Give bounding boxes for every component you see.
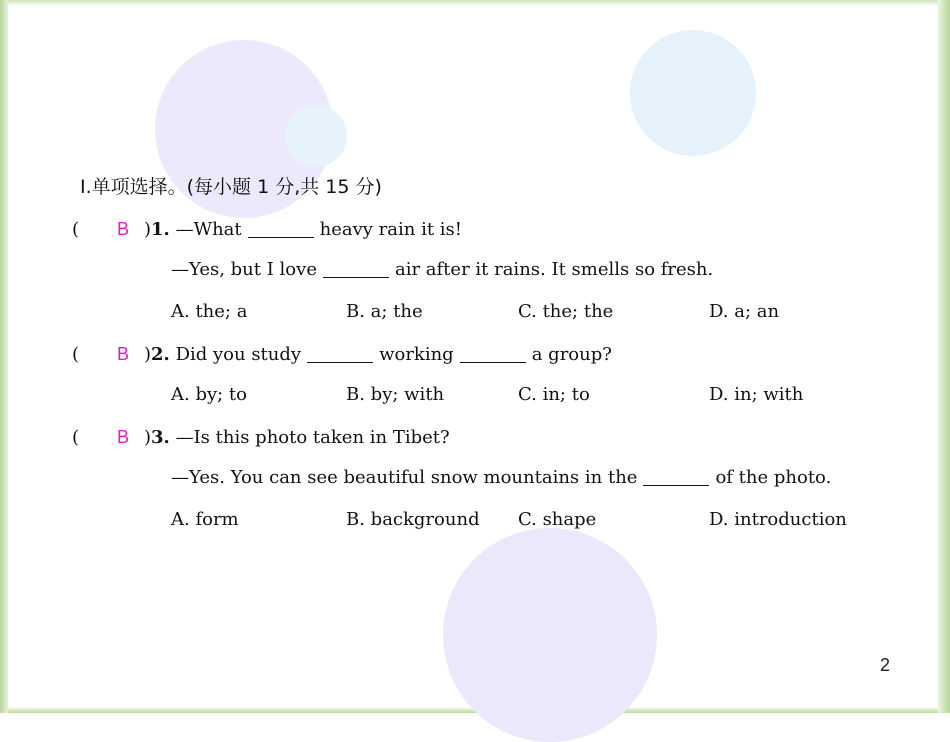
question-number-2: 2. <box>151 344 170 365</box>
page-number: 2 <box>880 655 891 675</box>
answer-1: B <box>116 219 129 239</box>
q2-option-d: D. in; with <box>709 384 804 405</box>
q2-blank-2 <box>460 344 526 363</box>
q1-stem-a: —What <box>175 219 242 240</box>
answer-3: B <box>116 427 129 447</box>
q3-option-d: D. introduction <box>709 509 847 530</box>
q1-option-c: C. the; the <box>518 301 614 322</box>
question-number-3: 3. <box>151 427 170 448</box>
q1-blank-2 <box>323 259 389 278</box>
q2-stem-c: a group? <box>531 344 612 365</box>
q2-option-c: C. in; to <box>518 384 590 405</box>
question-3: ( B )3. —Is this photo taken in Tibet? <box>72 427 450 448</box>
section-title: Ⅰ.单项选择。(每小题 1 分,共 15 分) <box>80 176 382 198</box>
q1-blank-1 <box>248 219 314 238</box>
q3-reply-b: of the photo. <box>715 467 832 488</box>
question-1: ( B )1. —What heavy rain it is! <box>72 219 463 240</box>
q1-reply-a: —Yes, but I love <box>171 259 317 280</box>
q3-option-b: B. background <box>346 509 480 530</box>
question-1-line-2 <box>171 258 713 282</box>
q1-stem-b: heavy rain it is! <box>319 219 463 240</box>
q2-stem-b: working <box>379 344 454 365</box>
q1-option-b: B. a; the <box>346 301 423 322</box>
q3-blank-1 <box>643 467 709 486</box>
question-3-line-2 <box>171 466 831 490</box>
q3-reply-a: —Yes. You can see beautiful snow mountains in the <box>171 467 638 488</box>
question-number-1: 1. <box>151 219 170 240</box>
q3-stem-a: —Is this photo taken in Tibet? <box>175 427 450 448</box>
q1-option-a: A. the; a <box>171 301 248 322</box>
q2-option-b: B. by; with <box>346 384 445 405</box>
q2-stem-a: Did you study <box>175 344 302 365</box>
q2-option-a: A. by; to <box>171 384 247 405</box>
q3-option-c: C. shape <box>518 509 597 530</box>
q1-reply-b: air after it rains. It smells so fresh. <box>394 259 714 280</box>
q3-option-a: A. form <box>171 509 239 530</box>
answer-2: B <box>116 344 129 364</box>
question-2: ( B )2. Did you study working a group? <box>72 344 612 365</box>
q2-blank-1 <box>307 344 373 363</box>
q1-option-d: D. a; an <box>709 301 780 322</box>
